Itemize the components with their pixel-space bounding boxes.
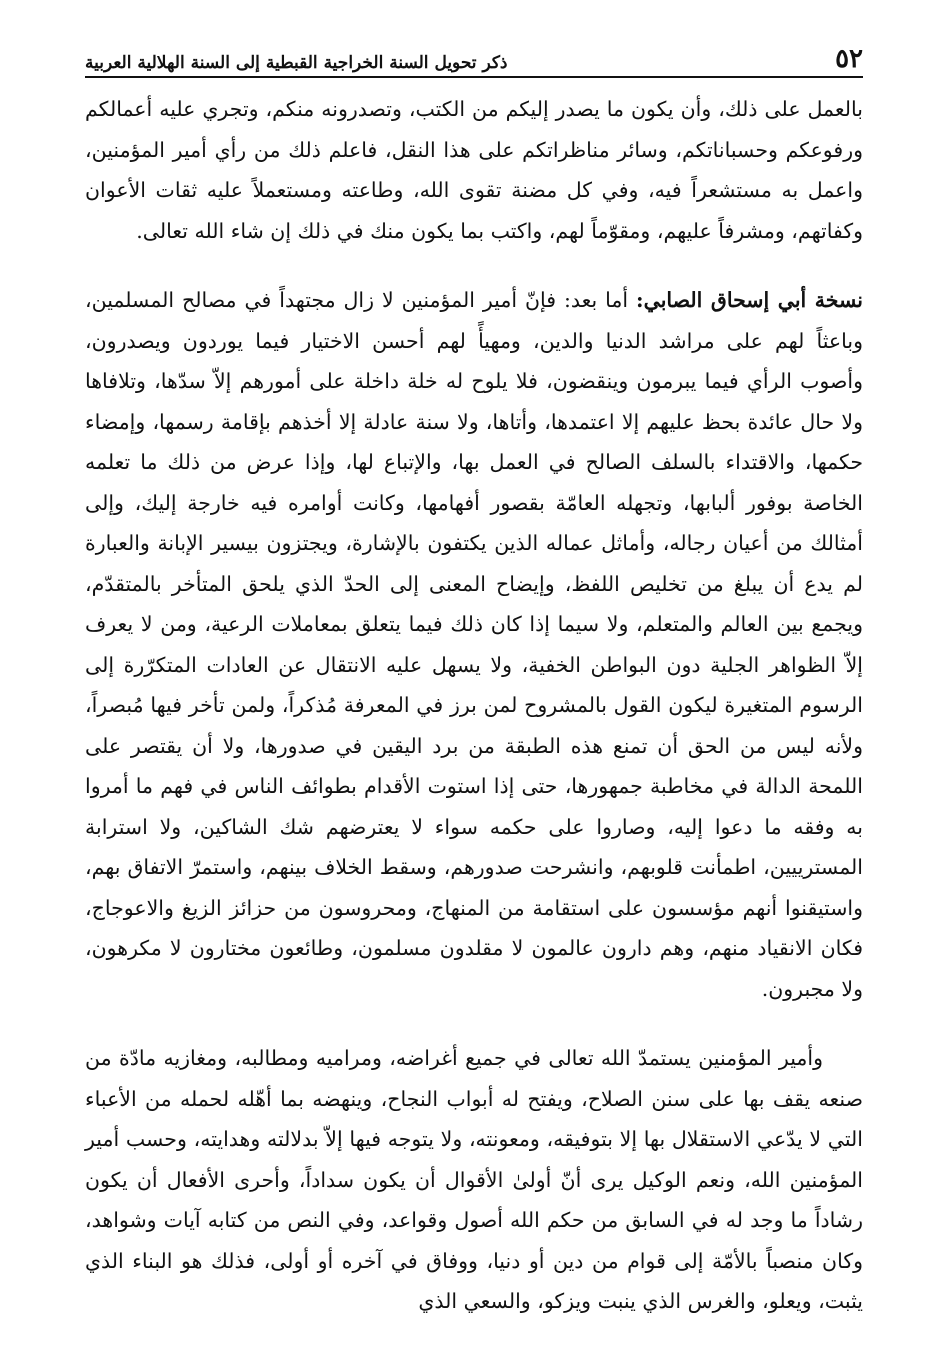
page <box>85 32 863 1322</box>
paragraph-3 <box>85 1038 863 1322</box>
paragraph-3-text: وأمير المؤمنين يستمدّ الله تعالى في جميع أغراضه، ومراميه ومطالبه، ومغازيه مادّة من صنعه يقف بها على سنن الصلاح، ويفتح له أبواب النجاح، وينهضه بما أهّله لحمله من الأعباء التي لا يدّعي الاستقلال بها إلا بتوفيقه، ومعونته، ولا يتوجه فيها إلاّ بدلالته وهدايته، وحسب أمير المؤمنين الله، ونعم الوكيل يرى أنّ أولىٰ الأقوال أن يكون سداداً، وأحرى الأفعال أن يكون رشاداً ما وجد له في السابق من حكم الله أصول وقواعد، وفي النص من كتابه آيات وشواهد، وكان منصباً بالأمّة إلى قوام من دين أو دنيا، ووفاق في آخره أو أولى، فذلك هو البناء الذي يثبت، ويعلو، والغرس الذي ينبت ويزكو، والسعي الذي <box>85 1046 863 1313</box>
running-title: ذكر تحويل السنة الخراجية القبطية إلى السنة الهلالية العربية <box>85 53 508 73</box>
paragraph-1 <box>85 89 863 251</box>
section-lead-heading: نسخة أبي إسحاق الصابي: <box>636 288 863 312</box>
page-header <box>85 32 863 78</box>
page-number: ٥٢ <box>835 44 863 74</box>
paragraph-1-text: بالعمل على ذلك، وأن يكون ما يصدر إليكم من الكتب، وتصدرونه منكم، وتجري عليه أعمالكم ورفوعكم وحسباناتكم، وسائر مناظراتكم على هذا النقل، فاعلم ذلك من رأي أمير المؤمنين، واعمل به مستشعراً فيه، وفي كل مضنة تقوى الله، وطاعته ومستعملاً عليه ثقات الأعوان وكفاتهم، ومشرفاً عليهم، ومقوّماً لهم، واكتب بما يكون منك في ذلك إن شاء الله تعالى. <box>85 97 863 243</box>
paragraph-2 <box>85 280 863 1009</box>
paragraph-2-text: أما بعد: فإنّ أمير المؤمنين لا زال مجتهداً في مصالح المسلمين، وباعثاً لهم على مراشد الدنيا والدين، ومهيأً لهم أحسن الاختيار فيما يوردون ويصدرون، وأصوب الرأي فيما يبرمون وينقضون، فلا يلوح له خلة داخلة على أمورهم إلاّ سدّها، وتلافاها ولا حال عائدة بحظ عليهم إلا اعتمدها، وأتاها، ولا سنة عادلة إلا أخذهم بإقامة رسمها، وإمضاء حكمها، والاقتداء بالسلف الصالح في العمل بها، والإتباع لها، وإذا عرض من ذلك ما تعلمه الخاصة بوفور ألبابها، وتجهله العامّة بقصور أفهامها، وكانت أوامره فيه خارجة إليك، وإلى أمثالك من أعيان رجاله، وأماثل عماله الذين يكتفون بالإشارة، ويجتزون بيسير الإبانة والعبارة لم يدع أن يبلغ من تخليص اللفظ، وإيضاح المعنى إلى الحدّ الذي يلحق المتأخر بالمتقدّم، ويجمع بين العالم والمتعلم، ولا سيما إذا كان ذلك فيما يتعلق بمعاملات الرعية، ومن لا يعرف إلاّ الظواهر الجلية دون البواطن الخفية، ولا يسهل عليه الانتقال عن العادات المتكرّرة إلى الرسوم المتغيرة ليكون القول بالمشروح لمن برز في المعرفة مُذكراً، ولمن تأخر فيها مُبصراً، ولأنه ليس من الحق أن تمنع هذه الطبقة من برد اليقين في صدورها، ولا أن يقتصر على اللمحة الدالة في مخاطبة جمهورها، حتى إذا استوت الأقدام بطوائف الناس في فهم ما أمروا به وفقه ما دعوا إليه، وصاروا على حكمه سواء لا يعترضهم شك الشاكين، ولا استرابة المسترييين، اطمأنت قلوبهم، وانشرحت صدورهم، وسقط الخلاف بينهم، واستمرّ الاتفاق بهم، واستيقنوا أنهم مؤسسون على استقامة من المنهاج، ومحروسون من حزائز الزيغ والاعوجاج، فكان الانقياد منهم، وهم دارون عالمون لا مقلدون مسلمون، وطائعون مختارون لا مكرهون، ولا مجبرون. <box>85 288 864 1001</box>
